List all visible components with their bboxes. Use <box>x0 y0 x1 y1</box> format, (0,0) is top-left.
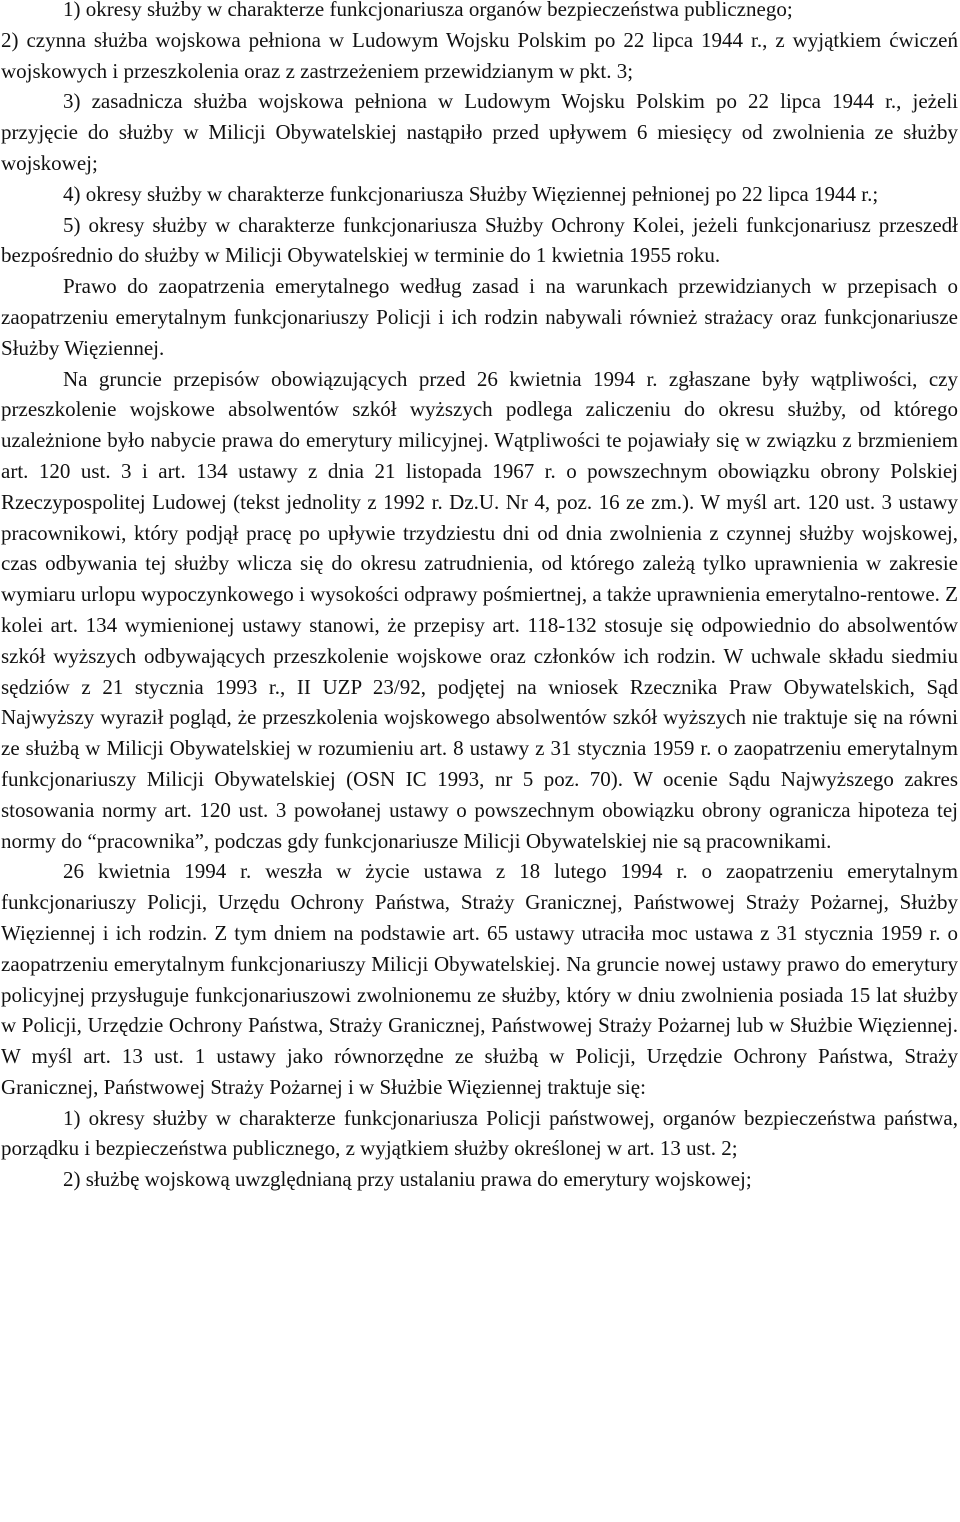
list-item-new-1: 1) okresy służby w charakterze funkcjonariusza Policji państwowej, organów bezpieczeństwa państwa, porządku i bezpieczeństwa publicznego, z wyjątkiem służby określonej w art. 13 ust. 2; <box>1 1105 958 1161</box>
paragraph-firefighters: Prawo do zaopatrzenia emerytalnego według zasad i na warunkach przewidzianych w przepisach o zaopatrzeniu emerytalnym funkcjonariuszy Policji i ich rodzin nabywali również strażacy oraz funkcjonariusze Służby Więziennej. <box>1 274 958 360</box>
list-item-1: 1) okresy służby w charakterze funkcjonariusza organów bezpieczeństwa publicznego; <box>63 0 793 21</box>
list-item-4: 4) okresy służby w charakterze funkcjonariusza Służby Więziennej pełnionej po 22 lipca 1944 r.; <box>63 181 879 206</box>
paragraph-new-act: 26 kwietnia 1994 r. weszła w życie ustawa z 18 lutego 1994 r. o zaopatrzeniu emerytalnym funkcjonariuszy Policji, Urzędu Ochrony Państwa, Straży Granicznej, Państwowej Straży Pożarnej, Służby Więziennej i ich rodzin. Z tym dniem na podstawie art. 65 ustawy utraciła moc ustawa z 31 stycznia 1959 r. o zaopatrzeniu emerytalnym funkcjonariuszy Milicji Obywatelskiej. Na gruncie nowej ustawy prawo do emerytury policyjnej przysługuje funkcjonariuszowi zwolnionemu ze służby, który w dniu zwolnienia posiada 15 lat służby w Policji, Urzędzie Ochrony Państwa, Straży Granicznej, Państwowej Straży Pożarnej lub w Służbie Więziennej. W myśl art. 13 ust. 1 ustawy jako równorzędne ze służbą w Policji, Urzędzie Ochrony Państwa, Straży Granicznej, Państwowej Straży Pożarnej i w Służbie Więziennej traktuje się: <box>1 859 958 1099</box>
list-item-5: 5) okresy służby w charakterze funkcjonariusza Służby Ochrony Kolei, jeżeli funkcjonariusz przeszedł bezpośrednio do służby w Milicji Obywatelskiej w terminie do 1 kwietnia 1955 roku. <box>1 212 958 268</box>
list-item-3: 3) zasadnicza służba wojskowa pełniona w Ludowym Wojsku Polskim po 22 lipca 1944 r., jeżeli przyjęcie do służby w Milicji Obywatelskiej nastąpiło przed upływem 6 miesięcy od zwolnienia ze służby wojskowej; <box>1 89 958 175</box>
paragraph-military-training: Na gruncie przepisów obowiązujących przed 26 kwietnia 1994 r. zgłaszane były wątpliwości, czy przeszkolenie wojskowe absolwentów szkół wyższych podlega zaliczeniu do okresu służby, od którego uzależnione było nabycie prawa do emerytury milicyjnej. Wątpliwości te pojawiały się w związku z brzmieniem art. 120 ust. 3 i art. 134 ustawy z dnia 21 listopada 1967 r. o powszechnym obowiązku obrony Polskiej Rzeczypospolitej Ludowej (tekst jednolity z 1992 r. Dz.U. Nr 4, poz. 16 ze zm.). W myśl art. 120 ust. 3 ustawy pracownikowi, który podjął pracę po upływie trzydziestu dni od dnia zwolnienia z czynnej służby wojskowej, czas odbywania tej służby wlicza się do okresu zatrudnienia, od którego zależą tylko uprawnienia w zakresie wymiaru urlopu wypoczynkowego i wysokości odprawy pośmiertnej, a także uprawnienia emerytalno-rentowe. Z kolei art. 134 wymienionej ustawy stanowi, że przepisy art. 118-132 stosuje się odpowiednio do absolwentów szkół wyższych odbywających przeszkolenie wojskowe oraz członków ich rodzin. W uchwale składu siedmiu sędziów z 21 stycznia 1993 r., II UZP 23/92, podjętej na wniosek Rzecznika Praw Obywatelskich, Sąd Najwyższy wyraził pogląd, że przeszkolenia wojskowego absolwentów szkół wyższych nie traktuje się na równi ze służbą w Milicji Obywatelskiej w rozumieniu art. 8 ustawy z 31 stycznia 1959 r. o zaopatrzeniu emerytalnym funkcjonariuszy Milicji Obywatelskiej (OSN IC 1993, nr 5 poz. 70). W ocenie Sądu Najwyższego zakres stosowania normy art. 120 ust. 3 powołanej ustawy o powszechnym obowiązku obrony ogranicza hipoteza tej normy do “pracownika”, podczas gdy funkcjonariusze Milicji Obywatelskiej nie są pracownikami. <box>1 366 958 853</box>
list-item-new-2: 2) służbę wojskową uwzględnianą przy ustalaniu prawa do emerytury wojskowej; <box>63 1167 752 1192</box>
list-item-2: 2) czynna służba wojskowa pełniona w Ludowym Wojsku Polskim po 22 lipca 1944 r., z wyjątkiem ćwiczeń wojskowych i przeszkolenia oraz z zastrzeżeniem przewidzianym w pkt. 3; <box>1 27 958 83</box>
